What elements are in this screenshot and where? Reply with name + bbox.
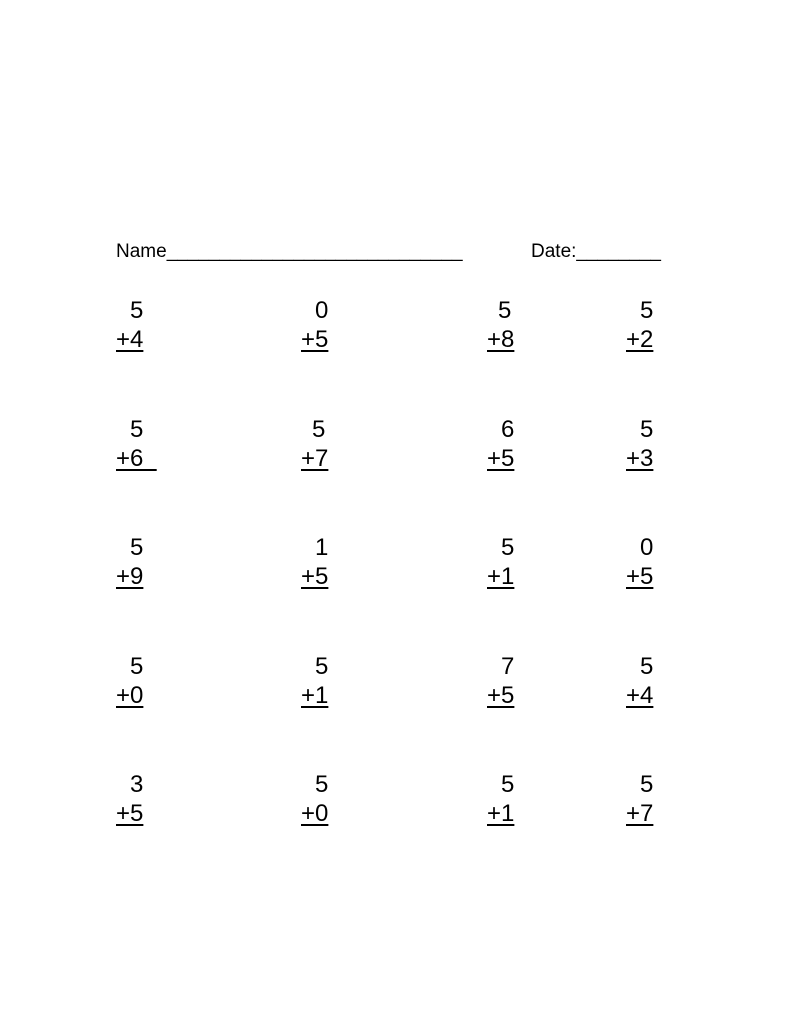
problem-top-number: 7	[501, 653, 515, 680]
problem-addend: +4	[626, 682, 654, 709]
problem-addend: +7	[301, 445, 329, 472]
problem-top-number: 0	[640, 534, 654, 561]
addition-problem	[487, 296, 547, 358]
problem-top-number: 5	[315, 653, 329, 680]
problem-addend: +1	[487, 800, 515, 827]
addition-problem	[301, 770, 361, 832]
date-blank-line[interactable]: ________	[576, 241, 661, 262]
addition-problem	[487, 415, 547, 477]
problem-top-number: 5	[130, 534, 144, 561]
addition-problem	[116, 415, 176, 477]
addition-problem	[116, 533, 176, 595]
addition-problem	[626, 770, 686, 832]
addition-problem	[487, 770, 547, 832]
addition-problem	[626, 296, 686, 358]
addition-problem	[626, 415, 686, 477]
problem-addend: +6	[116, 445, 157, 472]
addition-problem	[116, 770, 176, 832]
addition-problem	[301, 533, 361, 595]
addition-problem	[301, 296, 361, 358]
problem-addend: +7	[626, 800, 654, 827]
problem-addend: +5	[116, 800, 144, 827]
name-blank-line[interactable]: ____________________________	[166, 241, 463, 262]
problem-top-number: 5	[130, 297, 144, 324]
problem-top-number: 5	[501, 534, 515, 561]
addition-problem	[301, 415, 361, 477]
addition-problem	[626, 652, 686, 714]
problem-top-number: 5	[315, 771, 329, 798]
problem-addend: +4	[116, 326, 144, 353]
problem-addend: +5	[487, 445, 515, 472]
problem-top-number: 3	[130, 771, 144, 798]
problem-addend: +5	[301, 563, 329, 590]
addition-problem	[116, 652, 176, 714]
problem-addend: +3	[626, 445, 654, 472]
problem-addend: +0	[116, 682, 144, 709]
problem-addend: +1	[301, 682, 329, 709]
problem-top-number: 5	[640, 771, 654, 798]
problem-top-number: 5	[640, 297, 654, 324]
problem-addend: +9	[116, 563, 144, 590]
problem-addend: +1	[487, 563, 515, 590]
problem-addend: +8	[487, 326, 515, 353]
name-field[interactable]	[116, 240, 463, 264]
problem-top-number: 0	[315, 297, 329, 324]
problem-addend: +5	[487, 682, 515, 709]
problem-addend: +0	[301, 800, 329, 827]
problem-addend: +2	[626, 326, 654, 353]
addition-problem	[487, 533, 547, 595]
name-label: Name	[116, 241, 167, 262]
problem-top-number: 6	[501, 416, 515, 443]
problem-top-number: 5	[312, 416, 326, 443]
addition-problem	[301, 652, 361, 714]
problem-addend: +5	[626, 563, 654, 590]
problem-top-number: 5	[130, 653, 144, 680]
addition-problem	[626, 533, 686, 595]
problem-top-number: 5	[130, 416, 144, 443]
problem-top-number: 1	[315, 534, 329, 561]
date-field[interactable]	[531, 240, 661, 264]
addition-problem	[116, 296, 176, 358]
addition-problem	[487, 652, 547, 714]
problem-addend: +5	[301, 326, 329, 353]
date-label: Date:	[531, 241, 577, 262]
problem-top-number: 5	[501, 771, 515, 798]
problem-top-number: 5	[640, 416, 654, 443]
problem-top-number: 5	[498, 297, 512, 324]
problem-top-number: 5	[640, 653, 654, 680]
